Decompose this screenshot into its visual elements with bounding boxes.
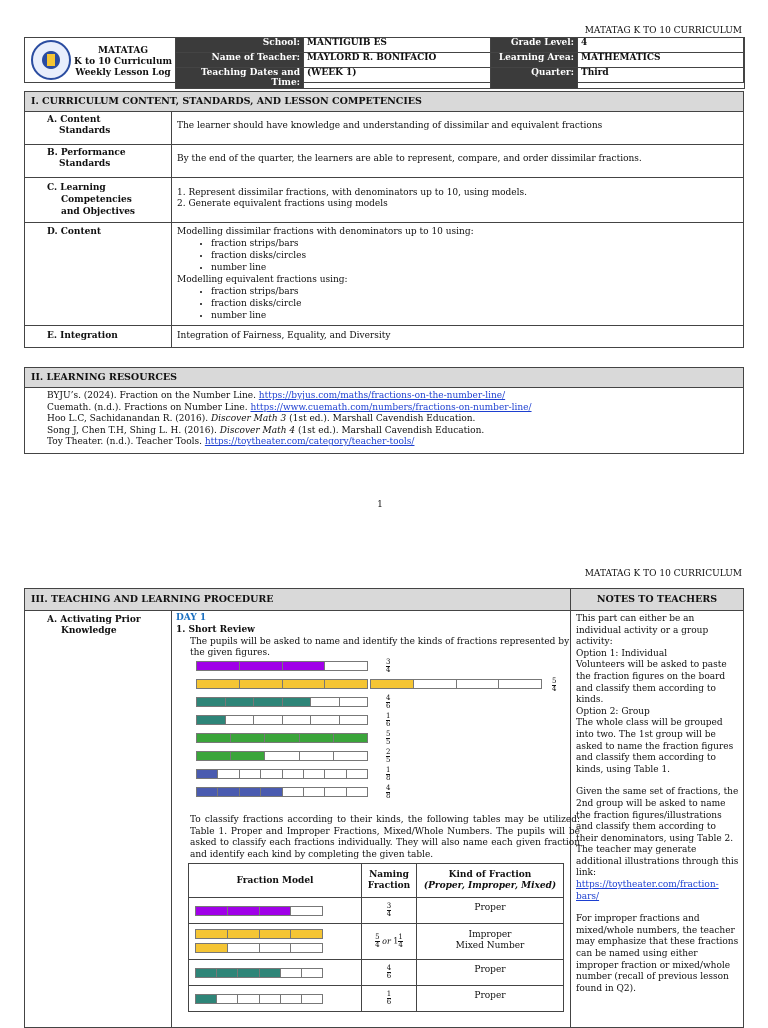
fraction-label: $\frac{5}{4}$ xyxy=(552,677,557,693)
section-curriculum xyxy=(24,91,744,348)
dates-label: Teaching Dates and Time: xyxy=(176,68,304,89)
competencies-value: 1. Represent dissimilar fractions, with denominators up to 10, using models. 2. Generate equivalent fractions using models xyxy=(172,178,744,223)
fraction-bar-3-4 xyxy=(195,906,323,916)
fraction-label: $\frac{5}{5}$ xyxy=(386,730,391,746)
note-line: The teacher may generate additional illustrations through this link: xyxy=(576,845,739,879)
table-naming: $\frac{4}{6}$ xyxy=(362,960,417,986)
reference-item: Toy Theater. (n.d.). Teacher Tools. https://toytheater.com/category/teacher-tools/ xyxy=(47,437,415,448)
school-label: School: xyxy=(176,38,304,53)
fraction-bar-1-4 xyxy=(370,679,542,689)
notes-content xyxy=(571,611,744,1028)
title-line: K to 10 Curriculum xyxy=(73,57,173,67)
fraction-bar-1-4 xyxy=(195,943,323,953)
table-kind: Proper xyxy=(417,960,564,986)
fraction-bar-4-4 xyxy=(196,679,368,689)
fraction-bar-4-4 xyxy=(195,929,323,939)
fraction-label: $\frac{1}{8}$ xyxy=(386,766,391,782)
fraction-bar-1-8 xyxy=(196,769,368,779)
table-naming: $\frac{3}{4}$ xyxy=(362,898,417,924)
section-title: I. CURRICULUM CONTENT, STANDARDS, AND LESSON COMPETENCIES xyxy=(25,92,744,112)
curriculum-label: MATATAG K TO 10 CURRICULUM xyxy=(584,26,742,36)
note-line: The whole class will be grouped into two. The 1st group will be asked to name the fraction figures and classify them according to kinds, using Table 1. xyxy=(576,718,734,775)
fraction-bar-1-6 xyxy=(195,994,323,1004)
table-row-model xyxy=(189,924,362,960)
header-block xyxy=(24,37,744,88)
section-title: III. TEACHING AND LEARNING PROCEDURE xyxy=(25,589,571,611)
table-kind: Improper Mixed Number xyxy=(417,924,564,960)
table-kind: Proper xyxy=(417,898,564,924)
title-line: Weekly Lesson Log xyxy=(75,68,171,78)
activity-content xyxy=(172,611,580,1028)
reference-item: Cuemath. (n.d.). Fractions on Number Line. https://www.cuemath.com/numbers/fractions-on-number-line/ xyxy=(47,402,532,413)
content-value: Modelling dissimilar fractions with denominators up to 10 using: • fraction strips/bars • fraction disks/circles • number line Modelling equivalent fractions using: • fraction strips/bars • fraction disks/circle • number line xyxy=(172,223,744,326)
quarter-label: Quarter: xyxy=(491,68,578,89)
reference-item: Song J, Chen T.H, Shing L. H. (2016). Discover Math 4 (1st ed.). Marshall Cavendish Education. xyxy=(47,425,485,436)
short-review-title: 1. Short Review xyxy=(176,625,255,635)
toytheater-link[interactable]: https://toytheater.com/fraction-bars/ xyxy=(576,880,719,902)
activating-label: A. Activating Prior Knowledge xyxy=(25,611,172,1028)
note-line: Option 2: Group xyxy=(576,706,650,717)
content-standards-value: The learner should have knowledge and understanding of dissimilar and equivalent fractions xyxy=(172,112,744,145)
reference-link[interactable]: https://toytheater.com/category/teacher-tools/ xyxy=(204,437,415,448)
fraction-label: $\frac{4}{8}$ xyxy=(386,784,391,800)
content-list-equivalent: • fraction strips/bars • fraction disks/circle • number line xyxy=(177,286,738,322)
area-value: MATHEMATICS xyxy=(578,53,745,68)
grade-label: Grade Level: xyxy=(491,38,578,53)
section-title: II. LEARNING RESOURCES xyxy=(25,368,744,388)
references xyxy=(25,388,744,454)
content-list-dissimilar: • fraction strips/bars • fraction disks/circles • number line xyxy=(177,238,738,274)
col-header-kind: Kind of Fraction (Proper, Improper, Mixed) xyxy=(417,864,564,898)
fraction-bar-4-8 xyxy=(196,787,368,797)
table-row-model xyxy=(189,986,362,1012)
grade-value: 4 xyxy=(578,38,745,53)
integration-value: Integration of Fairness, Equality, and Diversity xyxy=(172,326,744,348)
curriculum-label: MATATAG K TO 10 CURRICULUM xyxy=(584,569,742,579)
teacher-value: MAYLORD R. BONIFACIO xyxy=(304,53,491,68)
classify-text: To classify fractions according to their kinds, the following tables may be utilized: Table 1. Proper and Improper Fractions, Mixed/Whole Numbers. The pupils will be asked to classify each fractions individually. They will also name each given fraction and identify each kind by completing the given table. xyxy=(190,815,580,860)
note-line: Option 1: Individual xyxy=(576,648,668,659)
note-line: Given the same set of fractions, the 2nd group will be asked to name the fraction figures/illustrations and classify them according to their denominators, using Table 2. xyxy=(576,787,739,844)
col-header-naming: Naming Fraction xyxy=(362,864,417,898)
fraction-bar-2-5 xyxy=(196,751,368,761)
table-kind: Proper xyxy=(417,986,564,1012)
col-header-model: Fraction Model xyxy=(189,864,362,898)
fraction-bar-3-4 xyxy=(196,661,368,671)
section-procedure xyxy=(24,588,744,1028)
reference-link[interactable]: https://byjus.com/maths/fractions-on-the-number-line/ xyxy=(258,391,506,401)
reference-item: BYJU’s. (2024). Fraction on the Number Line. https://byjus.com/maths/fractions-on-the-number-line/ xyxy=(47,391,506,401)
notes-title: NOTES TO TEACHERS xyxy=(571,589,744,611)
quarter-value: Third xyxy=(578,68,745,89)
competencies-label: C. Learning Competencies and Objectives xyxy=(25,178,172,223)
note-line: For improper fractions and mixed/whole numbers, the teacher may emphasize that these fractions can be named using either improper fraction or mixed/whole number (recall of previous lesson found in Q2). xyxy=(576,914,739,994)
title-block xyxy=(73,46,173,79)
fraction-label: $\frac{2}{5}$ xyxy=(386,748,391,764)
fraction-bar-4-6 xyxy=(196,697,368,707)
deped-seal-icon xyxy=(31,40,71,80)
reference-link[interactable]: https://www.cuemath.com/numbers/fractions-on-number-line/ xyxy=(250,402,532,413)
table-row-model xyxy=(189,960,362,986)
dates-value: (WEEK 1) xyxy=(304,68,491,89)
content-standards-label: A. Content Standards xyxy=(25,112,172,145)
area-label: Learning Area: xyxy=(491,53,578,68)
fraction-bar-5-5 xyxy=(196,733,368,743)
table-naming: $\frac{1}{6}$ xyxy=(362,986,417,1012)
fraction-label: $\frac{1}{6}$ xyxy=(386,712,391,728)
day-label: DAY 1 xyxy=(176,613,207,623)
section-resources xyxy=(24,367,744,454)
review-text: The pupils will be asked to name and identify the kinds of fractions represented by the given figures. xyxy=(190,637,570,658)
note-line: This part can either be an individual activity or a group activity: xyxy=(576,614,709,648)
performance-standards-value: By the end of the quarter, the learners are able to represent, compare, and order dissimilar fractions. xyxy=(172,145,744,178)
note-line: Volunteers will be asked to paste the fraction figures on the board and classify them according to kinds. xyxy=(576,660,727,706)
title-line: MATATAG xyxy=(97,46,149,56)
header-table xyxy=(175,37,745,89)
integration-label: E. Integration xyxy=(25,326,172,348)
fraction-label: $\frac{4}{6}$ xyxy=(386,694,391,710)
reference-item: Hoo L.C, Sachidanandan R. (2016). Discover Math 3 (1st ed.). Marshall Cavendish Education. xyxy=(47,414,476,425)
teacher-label: Name of Teacher: xyxy=(176,53,304,68)
classification-table xyxy=(188,863,564,1012)
school-value: MANTIGUIB ES xyxy=(304,38,491,53)
page-number: 1 xyxy=(377,500,383,510)
table-naming: $\frac{5}{4}$ or 1 $\frac{1}{4}$ xyxy=(362,924,417,960)
fraction-bar-1-6 xyxy=(196,715,368,725)
table-row-model xyxy=(189,898,362,924)
fraction-label: $\frac{3}{4}$ xyxy=(386,658,391,674)
fraction-bar-4-6 xyxy=(195,968,323,978)
content-label: D. Content xyxy=(25,223,172,326)
performance-standards-label: B. Performance Standards xyxy=(25,145,172,178)
